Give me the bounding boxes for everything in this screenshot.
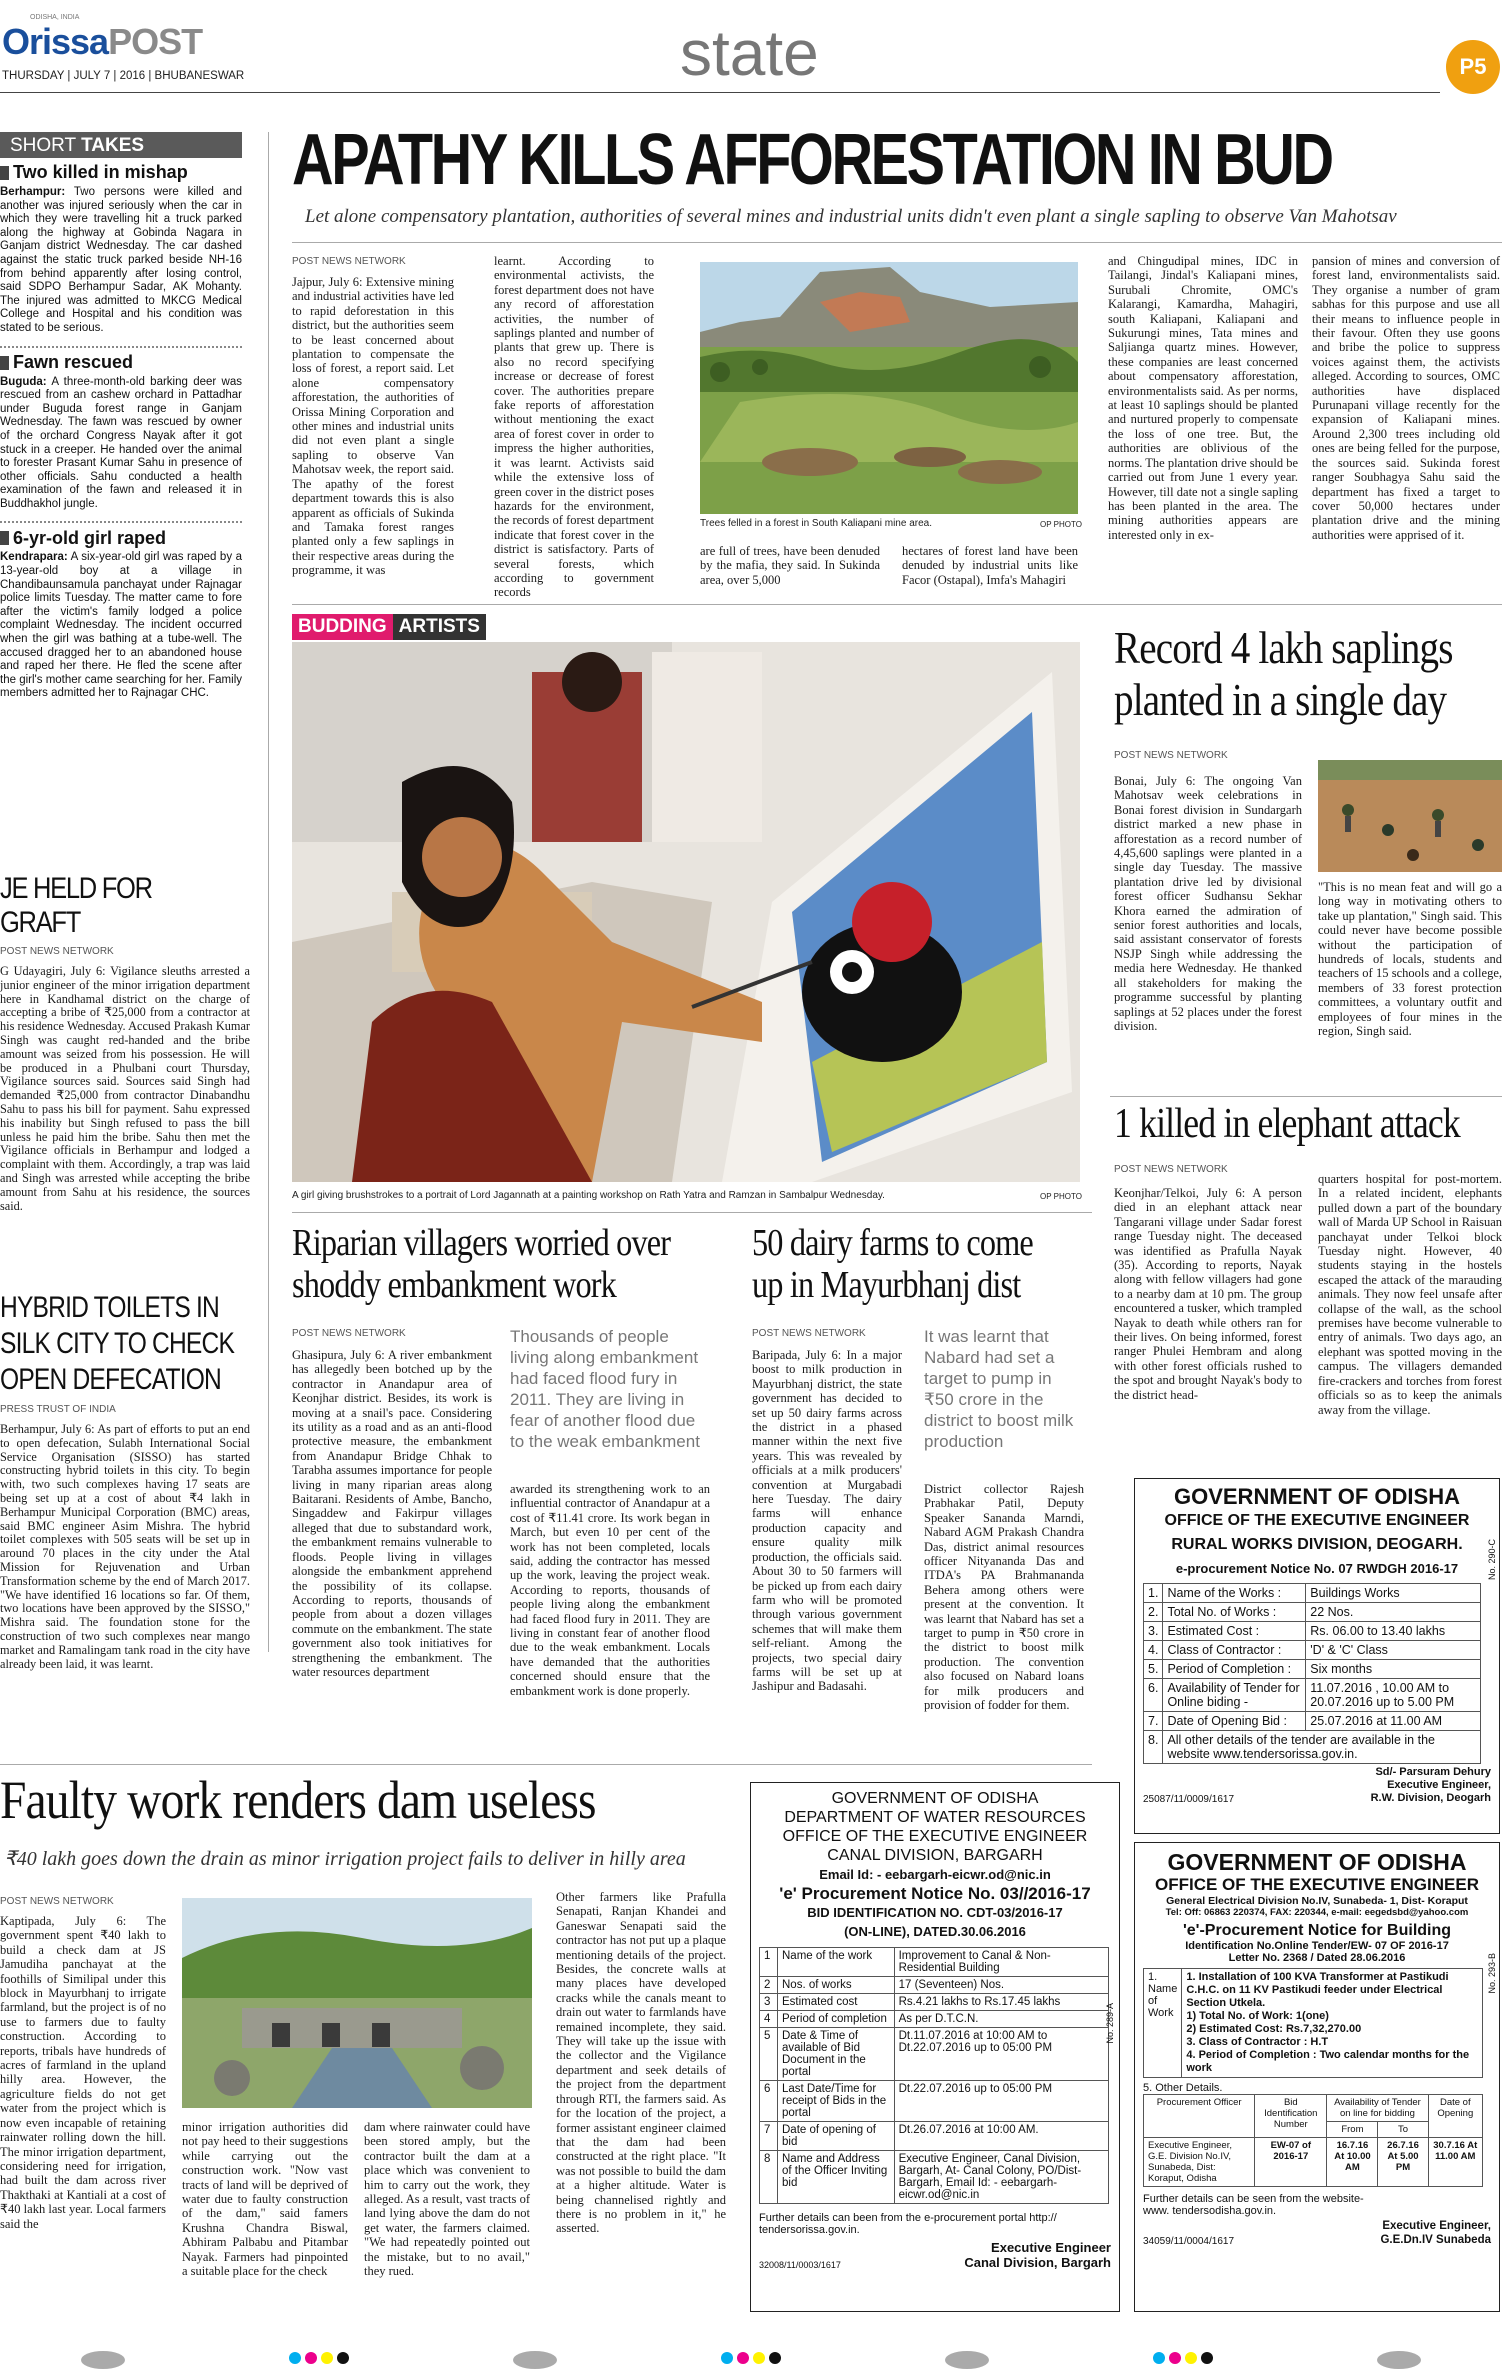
je-graft-story (0, 872, 250, 1213)
ad-elec-cell-from: 16.7.16 At 10.00 AM (1327, 2138, 1378, 2187)
masthead (0, 0, 1502, 120)
ad-rural-table-cell: 11.07.2016 , 10.00 AM to 20.07.2016 up to 5.00 PM (1306, 1679, 1481, 1712)
ad-elec-table (1143, 2094, 1483, 2187)
budding-label: BUDDING (292, 614, 393, 640)
ad-water-table-cell: Dt.22.07.2016 up to 05:00 PM (894, 2081, 1108, 2122)
byline: POST NEWS NETWORK (292, 1328, 406, 1339)
ad-elec-cell-officer: Executive Engineer, G.E. Division No.IV, Sunabeda, Dist: Koraput, Odisha (1144, 2138, 1255, 2187)
dam-deck: ₹40 lakh goes down the drain as minor irrigation project fails to deliver in hilly area (4, 1848, 686, 1870)
riparian-headline-line-1: Riparian villagers worried over (292, 1222, 671, 1264)
ad-water-table-cell: Dt.26.07.2016 at 10:00 AM. (894, 2122, 1108, 2151)
dairy-pull-quote: It was learnt that Nabard had set a target to pump in ₹50 crore in the district to boost milk production (924, 1327, 1074, 1451)
byline: POST NEWS NETWORK (1114, 1164, 1228, 1175)
saplings-body-2: "This is no mean feat and will go a long way in motivating others to take up plantation," Singh said. This could never have become possible without the participation of hundreds of locals, students and teachers of 15 schools and a college, members of 33 forest protection committees, a voluntary outfit and employees of four mines in the region, Singh said. (1318, 880, 1502, 1039)
ad-water-table-cell: 7 (760, 2122, 778, 2151)
short-take-dateline: Berhampur: (0, 186, 66, 198)
mine-photo-credit: OP PHOTO (1040, 520, 1082, 529)
ad-rural-sign-2: Executive Engineer, (1387, 1779, 1491, 1791)
logo-post: POST (108, 21, 203, 62)
elephant-body-2: quarters hospital for post-mortem. In a related incident, elephants pulled down a part of the boundary wall of Marda UP School in Raisuan panchayat under Telkoi block Tuesday night. However, 40 students staying in the hostels escaped the attack of the marauding animals. They now feel unsafe after collapse of the wall, as the school premises have become vulnerable to entry of animals. Two days ago, an elephant was spotted moving in the campus. The villagers demanded fire-crackers and torches from forest officials so as to keep the animals away from the village. (1318, 1172, 1502, 1417)
ad-rural-sign-1: Sd/- Parsuram Dehury (1375, 1766, 1491, 1778)
ad-water-email: Email Id: - eebargarh-eicwr.od@nic.in (819, 1867, 1051, 1882)
toilets-headline-line-2: SILK CITY TO CHECK (0, 1327, 235, 1360)
ad-rural-table-cell: Period of Completion : (1163, 1660, 1306, 1679)
ad-water-table-row (760, 1948, 1109, 1977)
ad-water-table-cell: Dt.11.07.2016 at 10:00 AM to Dt.22.07.2016 up to 05:00 PM (894, 2028, 1108, 2081)
ad-water-table-cell: 5 (760, 2028, 778, 2081)
short-takes-header (0, 132, 242, 158)
logo-orissa: Orissa (2, 21, 109, 62)
ad-water-table-cell: 2 (760, 1977, 778, 1994)
short-take-item (0, 162, 242, 348)
ad-water-table-row (760, 2081, 1109, 2122)
lead-col-1 (292, 252, 454, 578)
ad-water-line-1: GOVERNMENT OF ODISHA (831, 1790, 1039, 1807)
ad-elec-work-item: 1. Installation of 100 KVA Transformer at Pastikudi C.H.C. on 11 KV Pastikudi feeder under Electrical Section Utkela. (1186, 1971, 1449, 2009)
saplings-body-1: Bonai, July 6: The ongoing Van Mahotsav week celebrations in Bonai forest division in Sundargarh district marked a new phase in afforestation as a record number of 4,45,600 saplings were planted in a single day Tuesday. The massive plantation drive led by divisional forest officer Sudhansu Sekhar Khora earned the admiration of senior forest authorities and locals, said assistant conservator of forests NSJP Singh while addressing the media here Wednesday. He thanked all stakeholders for making the programme successful by planting saplings at 52 places under the forest division. (1114, 774, 1302, 1033)
left-column-divider (268, 132, 269, 1652)
ad-elec-line-1: GOVERNMENT OF ODISHA (1167, 1849, 1467, 1875)
ad-water-table-cell: 6 (760, 2081, 778, 2122)
ad-water-table-row (760, 2122, 1109, 2151)
ad-water-line-2: DEPARTMENT OF WATER RESOURCES (784, 1809, 1086, 1826)
byline: POST NEWS NETWORK (0, 946, 114, 957)
registration-oval (81, 2351, 125, 2369)
ad-elec-work-item: 3. Class of Contractor : H.T (1186, 2036, 1329, 2048)
ad-water-table-cell: Last Date/Time for receipt of Bids in the portal (778, 2081, 895, 2122)
ad-rural-works (1134, 1478, 1500, 1834)
ad-elec-letter: Letter No. 2368 / Dated 28.06.2016 (1228, 1952, 1406, 1964)
ad-water-sign-1: Executive Engineer (991, 2240, 1111, 2255)
ad-rural-table-row (1144, 1641, 1481, 1660)
masthead-logo (2, 21, 203, 62)
riparian-headline-line-2: shoddy embankment work (292, 1264, 616, 1306)
ad-elec-work-label: 1. Name of Work (1144, 1969, 1182, 2077)
toilets-headline (0, 1290, 246, 1398)
check-dam-photo (182, 1898, 532, 2108)
ad-elec-ident: Identification No.Online Tender/EW- 07 OF 2016-17 (1185, 1940, 1449, 1952)
ad-water-table-cell: Rs.4.21 lakhs to Rs.17.45 lakhs (894, 1994, 1108, 2011)
ad-rural-table (1143, 1583, 1481, 1764)
mid-rule (292, 1212, 1092, 1213)
logo-superscript: ODISHA, INDIA (30, 14, 80, 21)
toilets-headline-line-1: HYBRID TOILETS IN (0, 1291, 219, 1324)
ad-rural-table-row (1144, 1584, 1481, 1603)
ad-rural-table-row (1144, 1660, 1481, 1679)
ad-electrical (1134, 1842, 1500, 2312)
dairy-body-1: Baripada, July 6: In a major boost to milk production in Mayurbhanj district, the state government has decided to set up 50 dairy farms across the district in a phased manner within the next five years. This was revealed by officials at a milk producers' convention at Murgabadi here Tuesday. The dairy farms will enhance production capacity and ensure quality milk production, the officials said. About 30 to 50 farmers will be picked up from each dairy farm who will be promoted through various government schemes that will make them self-reliant. Among the projects, two special dairy farms will be set up at Jashipur and Badasahi. (752, 1348, 902, 1694)
saplings-headline (1114, 622, 1502, 726)
byline: PRESS TRUST OF INDIA (0, 1404, 116, 1415)
short-takes-label-a: SHORT (10, 135, 76, 156)
byline: POST NEWS NETWORK (292, 256, 406, 267)
je-graft-body: G Udayagiri, July 6: Vigilance sleuths arrested a junior engineer of the minor irrigation department here in Kandhamal district on the charge of accepting a bribe of ₹25,000 from a contractor at his residence Wednesday. Accused Prakash Kumar Singh was caught red-handed and the bribe amount was seized from his possession. He will be produced in a Phulbani court Thursday, Vigilance sources said. Sources said Singh had demanded ₹25,000 from contractor Dinabandhu Sahu to pass his bill for payment. Sahu expressed his inability but Singh refused to pass the bill unless he paid him the bribe. Sahu then met the Vigilance officials in Berhampur and lodged a complaint with them. Accordingly, a trap was laid and Singh was arrested while accepting the bribe amount from Sahu at his residence, the sources said. (0, 964, 250, 1213)
color-dots (1151, 2351, 1215, 2369)
riparian-body-2: awarded its strengthening work to an influential contractor of Anandapur at a cost of ₹11.41 crore. Its work began in March, but even 10 per cent of the work has not been completed, locals said, adding the contractor has messed up the work, leaving the project weak. According to reports, thousands of people living along the embankment had faced flood fury in 2011. They are living in constant fear of another flood due to the weak embankment. Locals have demanded that the authorities concerned should ensure that the embankment work is done properly. (510, 1482, 710, 1698)
ad-rural-table-row (1144, 1603, 1481, 1622)
ad-rural-table-cell: Six months (1306, 1660, 1481, 1679)
dam-headline: Faulty work renders dam useless (0, 1770, 596, 1830)
saplings-headline-line-1: Record 4 lakh saplings (1114, 622, 1453, 673)
byline: POST NEWS NETWORK (752, 1328, 866, 1339)
lead-body-3: are full of trees, have been denuded by the mafia, they said. In Sukinda area, over 5,000 (700, 544, 880, 587)
short-take-title: Two killed in mishap (13, 162, 188, 183)
ad-water-sign-2: Canal Division, Bargarh (964, 2255, 1111, 2270)
ad-rural-table-row (1144, 1679, 1481, 1712)
elephant-headline: 1 killed in elephant attack (1114, 1101, 1460, 1147)
ad-elec-line-2: OFFICE OF THE EXECUTIVE ENGINEER (1155, 1875, 1479, 1894)
dateline: THURSDAY | JULY 7 | 2016 | BHUBANESWAR (2, 70, 245, 82)
ad-water-table-cell: Estimated cost (778, 1994, 895, 2011)
short-take-item (0, 527, 242, 711)
riparian-pull-quote: Thousands of people living along embankment had faced flood fury in 2011. They are living in fear of another flood due to the weak embankment (510, 1327, 700, 1451)
dam-body-2: minor irrigation authorities did not pay heed to their suggestions while carrying out the construction work. "Now vast tracts of land will be deprived of water due to faulty construction of the dam," said famers Krushna Chandra Biswal, Abhiram Palbabu and Pitambar Nayak. Farmers had pinpointed a suitable place for the check (182, 2120, 348, 2279)
short-takes-column (0, 132, 242, 715)
ad-water-bid: BID IDENTIFICATION NO. CDT-03/2016-17 (807, 1905, 1063, 1920)
plantation-photo-art (1318, 760, 1502, 872)
ad-elec-line-3: General Electrical Division No.IV, Sunabeda- 1, Dist- Koraput (1166, 1895, 1468, 1907)
print-registration-marks (0, 2348, 1502, 2372)
ad-water-table-cell: Executive Engineer, Canal Division, Bargarh, At- Canal Colony, PO/Dist- Bargarh, Email Id: - eebargarh-eicwr.od@nic.in (894, 2151, 1108, 2204)
toilets-body: Berhampur, July 6: As part of efforts to put an end to open defecation, Sulabh International Social Service Organisation (SISSO) has started constructing hybrid toilets in this city. To begin with, two such complexes having 17 seats are being set up at a cost of about ₹4 lakh in Berhampur Municipal Corporation (BMC) areas, said BMC engineer Asim Mishra. The hybrid toilet complexes with 505 seats will be set up in around 70 places in the city under the Atal Mission for Rejuvenation and Urban Transformation scheme by the end of March 2017. "We have identified 16 locations so far. Of them, two locations have been approved by the SISSO," Mishra said. The foundation stone for the construction of two such complexes near mango market and Ramalingam tank road in the city have already been laid, it was learnt. (0, 1422, 250, 1671)
dam-body-1: Kaptipada, July 6: The government spent ₹40 lakh to build a check dam at JS Jamudiha panchayat at the foothills of Similipal under this block in Mayurbhanj to irrigate farmland, but the project is of no use to farmers due to faulty construction. According to reports, tribals have hundreds of acres of farmland in the upland hilly area. However, the agriculture fields do not get water from the project which is now even incapable of retaining rainwater rolling down the hill. The minor irrigation department, considering need for irrigation, had built the dam across river Thakthaki at Kantiali at a cost of ₹40 lakh last year. Local farmers said the (0, 1914, 166, 2231)
ad-water-footer: Further details can been from the e-procurement portal http:// tendersorissa.gov.in. (759, 2212, 1057, 2236)
lead-deck: Let alone compensatory plantation, authorities of several mines and industrial units didn't even plant a single sapling to observe Van Mahotsav (305, 206, 1397, 227)
ad-rural-table-cell: Name of the Works : (1163, 1584, 1306, 1603)
ad-elec-other: 5. Other Details. (1143, 2082, 1223, 2094)
short-take-dateline: Buguda: (0, 375, 47, 388)
lead-bottom-rule (292, 604, 1502, 605)
ad-rural-table-cell: 1. (1144, 1584, 1163, 1603)
ad-elec-work-list (1182, 1969, 1482, 2077)
ad-rural-table-cell: 7. (1144, 1712, 1163, 1731)
dam-body-3: dam where rainwater could have been stored amply, but the contractor built the dam at a place which was convenient to him to carry out the work, they alleged. As a result, vast tracts of land lying above the dam do not get water, the farmers claimed. "We had repeatedly pointed out the mistake, but to no avail," they rued. (364, 2120, 530, 2279)
byline: POST NEWS NETWORK (1114, 750, 1228, 761)
ad-water-table-cell: Date & Time of available of Bid Document in the portal (778, 2028, 895, 2081)
ad-water-table-cell: Name and Address of the Officer Inviting bid (778, 2151, 895, 2204)
lead-headline: APATHY KILLS AFFORESTATION IN BUD (292, 120, 1332, 200)
ad-elec-sign-1: Executive Engineer, (1382, 2220, 1491, 2232)
ad-water-table-cell: Improvement to Canal & Non-Residential Building (894, 1948, 1108, 1977)
dairy-body-2: District collector Rajesh Prabhakar Patil, Deputy Speaker Sananda Marndi, Nabard AGM Prakash Chandra Das, district animal resources officer Nityananda Das and ITDA's PA Brahmananda Behera among others were present at the convention. It was learnt that Nabard has set a target to pump in ₹50 crore in the district to boost milk production. The convention also focused on Nabard loans for milk producers and provision of fodder for them. (924, 1482, 1084, 1713)
page-number-badge: P5 (1446, 40, 1500, 94)
dam-body-4: Other farmers like Prafulla Senapati, Ranjan Khandei and Ganeswar Senapati said the contractor has not put up a plaque mentioning details of the project. Besides, the concrete walls at many places have developed cracks while the canals meant to drain out water to farmlands have remained incomplete, they said. They will take up the issue with the collector and the Vigilance department and seek details of the project from the department through RTI, the farmers said. As for the location of the project, a former assistant engineer claimed that the dam had been constructed at the right place. "It was not possible to build the dam at a higher altitude. Water is being channelised rightly and there is no problem in it," he asserted. (556, 1890, 726, 2236)
ad-water-table-cell: 4 (760, 2011, 778, 2028)
ad-rural-table-cell: Date of Opening Bid : (1163, 1712, 1306, 1731)
ad-rural-table-cell: All other details of the tender are available in the website www.tendersorissa.gov.in. (1163, 1731, 1481, 1764)
ad-water-resources (750, 1782, 1120, 2312)
masthead-divider (0, 92, 1440, 93)
short-take-text: Two persons were killed and another was injured seriously when the car in which they were travelling hit a truck parked along the highway at Gobinda Nagara in Ganjam district Wednesday. The car dashed against the static truck parked beside NH-16 from behind apparently after losing control, said SDPO Berhampur Sadar, AK Mohanty. The injured was admitted to MKCG Medical College and Hospital and his condition was stated to be serious. (0, 186, 242, 334)
ad-rural-table-cell: 'D' & 'C' Class (1306, 1641, 1481, 1660)
ad-water-table-cell: 8 (760, 2151, 778, 2204)
ad-water-table-cell: 17 (Seventeen) Nos. (894, 1977, 1108, 1994)
saplings-headline-line-2: planted in a single day (1114, 674, 1447, 725)
ad-rural-table-cell: 3. (1144, 1622, 1163, 1641)
registration-oval (1377, 2351, 1421, 2369)
budding-photo-credit: OP PHOTO (1040, 1192, 1082, 1201)
dam-top-rule (0, 1764, 1092, 1765)
ad-elec-sign-2: G.E.Dn.IV Sunabeda (1380, 2234, 1491, 2246)
registration-oval (513, 2351, 557, 2369)
color-dots (719, 2351, 783, 2369)
ad-elec-side-number: No. 293-B (1487, 1953, 1497, 1994)
ad-elec-notice: 'e'-Procurement Notice for Building (1182, 1922, 1452, 1939)
mine-area-photo-art (700, 262, 1078, 514)
ad-water-table-row (760, 1994, 1109, 2011)
riparian-body-1: Ghasipura, July 6: A river embankment has allegedly been botched up by the contractor in Anandapur area of Keonjhar district. Besides, its work is moving at a snail's pace. Considering its utility as a road and as an anti-flood protective measure, the embankment from Anandapur Bridge Chhak to Tarabha assumes importance for people living in many riparian areas along Baitarani. Residents of Ambe, Bancho, Singaddew and Fakirpur villages alleged that due to substandard work, the embankment remains vulnerable to floods. People living in villages alongside the embankment apprehend the possibility of its collapse. According to reports, thousands of people from about a dozen villages commute on the embankment. The state government also took initiatives for strengthening the embankment. The water resources department (292, 1348, 492, 1679)
ad-rural-table-cell: Rs. 06.00 to 13.40 lakhs (1306, 1622, 1481, 1641)
ad-water-table-cell: 1 (760, 1948, 778, 1977)
lead-body-5: and Chingudipal mines, IDC in Tailangi, Jindal's Kaliapani mines, Surubali Chromite, OMC's Kalarangi, Kamardha, Mahagiri, south Kaliapani, Kaliapani and Sukurungi mines, Tata mines and Saljianga quartz mines. However, these companies are least concerned about compensatory afforestation, environmentalists said. As per norms, at least 10 saplings should be planted and nurtured properly to compensate the loss of one tree. But, the authorities are oblivious of the norms. The plantation drive should be carried out from June 1 every year. However, till date not a single sapling has been planted in the area. The mining authorities appears are interested only in ex- (1108, 254, 1299, 542)
ad-elec-cell-opening: 30.7.16 At 11.00 AM (1428, 2138, 1482, 2187)
ad-rural-line-3: RURAL WORKS DIVISION, DEOGARH. (1171, 1536, 1463, 1553)
lead-body-2: learnt. According to environmental activists, the forest department does not have any record of afforestation activities, the number of saplings planted and number of plants that grew up. There is also no record specifying increase or decrease of forest cover. The authorities prepare fake reports of afforestation without mentioning the exact area of forest cover in order to impress the higher authorities, it was learnt. Activists said while the extensive loss of green cover in the district poses hazards for the environment, the records of forest department indicate that forest cover in the district is satisfactory. Parts of several forests, which according to government records (494, 254, 654, 600)
dairy-headline-line-2: up in Mayurbhanj dist (752, 1264, 1021, 1306)
artists-label: ARTISTS (393, 614, 486, 640)
ad-elec-head-bid: Bid Identification Number (1255, 2095, 1327, 2138)
ad-rural-table-cell: Availability of Tender for Online biding - (1163, 1679, 1306, 1712)
elephant-body-1: Keonjhar/Telkoi, July 6: A person died in an elephant attack near Tangarani village under Sadar forest range Tuesday night. The deceased was identified as Prafulla Nayak (35). According to reports, Nayak along with fellow villagers had gone to a nearby dam at 10 pm. The group encountered a tusker, which trampled Nayak to death while others ran for their lives. On being informed, forest ranger Phulei Hembram and along with other forest officials rushed to the spot and brought Nayak's body to the district head- (1114, 1186, 1302, 1402)
ad-rural-table-row (1144, 1712, 1481, 1731)
ad-rural-table-cell: 4. (1144, 1641, 1163, 1660)
ad-elec-cell-to: 26.7.16 At 5.00 PM (1378, 2138, 1428, 2187)
short-take-item (0, 351, 242, 524)
budding-photo-caption: A girl giving brushstrokes to a portrait of Lord Jagannath at a painting workshop on Rath Yatra and Ramzan in Sambalpur Wednesday. (292, 1190, 885, 1201)
ad-elec-work-item: 2) Estimated Cost: Rs.7,32,270.00 (1186, 2023, 1362, 2035)
section-title: state (680, 17, 819, 89)
ad-rural-table-row (1144, 1622, 1481, 1641)
ad-rural-sign-3: R.W. Division, Deogarh (1370, 1792, 1491, 1804)
color-dots (287, 2351, 351, 2369)
ad-water-notice: 'e' Procurement Notice No. 03//2016-17 (779, 1884, 1091, 1903)
ad-elec-head-officer: Procurement Officer (1144, 2095, 1255, 2138)
ad-water-online: (ON-LINE), DATED.30.06.2016 (844, 1924, 1026, 1939)
budding-artists-tag (292, 614, 486, 640)
ad-rural-table-cell: Buildings Works (1306, 1584, 1481, 1603)
lead-body-6: pansion of mines and conversion of forest land, environmentalists said. They organise a number of gram sabhas for this purpose and use all their means to influence people in their favour. Often they use goons and bribe the police to suppress voices against them, the activists alleged. According to sources, OMC authorities have displaced Purunapani village recently for the expansion of Kaliapani mines. Around 2,300 trees including old ones are being felled for the purpose, the sources said. Sukinda forest ranger Soubhagya Sahu said the department has fixed a target to cover 50,000 hectares under plantation drive and the mining authorities were apprised of it. (1312, 254, 1500, 542)
ad-water-table-cell: Name of the work (778, 1948, 895, 1977)
lead-deck-rule (292, 242, 1502, 243)
ad-elec-work-item: 4. Period of Completion : Two calendar months for the work (1186, 2049, 1470, 2074)
short-take-text: A three-month-old barking deer was rescued from an cashew orchard in Pattadhar under Buguda forest range in Ganjam Wednesday. The fawn was rescued by owner of the orchard Congress Nayak after it got stuck in a creeper. He handed over the animal to forester Prasant Kumar Sahu in presence of other officials. Sahu conducted a health examination of the fawn and released it in Buddhakhol jungle. (0, 375, 242, 510)
ad-rural-table-row (1144, 1731, 1481, 1764)
hybrid-toilets-story (0, 1290, 250, 1671)
byline: POST NEWS NETWORK (0, 1896, 114, 1907)
short-take-dateline: Kendrapara: (0, 551, 68, 564)
short-take-text: A six-year-old girl was raped by a 13-year-old boy at a village in Chandibaunsamula panchayat under Rajnagar police limits Tuesday. The matter came to fore after the victim's family lodged a police complaint Wednesday. The incident occurred when the girl was bathing at a tube-well. The accused dragged her to an abandoned house and raped her there. He fled the scene after the girl's mother came searching for her. Family members admitted her to Rajnagar CHC. (0, 551, 242, 700)
ad-water-table-row (760, 2011, 1109, 2028)
ad-rural-notice: e-procurement Notice No. 07 RWDGH 2016-17 (1175, 1561, 1459, 1576)
ad-rural-side-number: No. 290-C (1487, 1539, 1497, 1581)
ad-water-table-cell: Period of completion (778, 2011, 895, 2028)
ad-elec-head-from: From (1327, 2122, 1378, 2138)
ad-water-ref: 32008/11/0003/1617 (759, 2260, 841, 2270)
ad-rural-table-cell: Class of Contractor : (1163, 1641, 1306, 1660)
ad-elec-cell-bid: EW-07 of 2016-17 (1255, 2138, 1327, 2187)
ad-rural-table-cell: Estimated Cost : (1163, 1622, 1306, 1641)
ad-water-line-3: OFFICE OF THE EXECUTIVE ENGINEER (782, 1828, 1088, 1845)
ad-elec-head-availability: Availability of Tender on line for bidding (1327, 2095, 1428, 2122)
registration-oval (945, 2351, 989, 2369)
lead-body-1: Jajpur, July 6: Extensive mining and industrial activities have led to rapid deforestation in this district, but the authorities seem to be least concerned about plantation to compensate the loss of forest, a report said. Let alone compensatory afforestation, the authorities of Orissa Mining Corporation and other mines and industrial units did not even plant a single sapling to observe Van Mahotsav week, the report said. The apathy of the forest department towards this is also apparent as officials of Sukinda and Tamaka forest ranges planted only a few saplings in their respective areas during the programme, it was (292, 275, 454, 578)
ad-rural-line-2: OFFICE OF THE EXECUTIVE ENGINEER (1164, 1512, 1470, 1529)
mine-photo-caption: Trees felled in a forest in South Kaliapani mine area. (700, 518, 932, 529)
riparian-headline (292, 1222, 717, 1306)
lead-body-4: hectares of forest land have been denuded by industrial units like Facor (Ostapal), Imfa's Mahagiri (902, 544, 1078, 587)
ad-elec-footer: Further details can be seen from the website- www. tendersodisha.gov.in. (1143, 2193, 1364, 2217)
ad-rural-line-1: GOVERNMENT OF ODISHA (1173, 1484, 1460, 1509)
ad-rural-ref: 25087/11/0009/1617 (1143, 1794, 1235, 1805)
ad-rural-table-cell: Total No. of Works : (1163, 1603, 1306, 1622)
ad-water-line-4: CANAL DIVISION, BARGARH (827, 1847, 1043, 1864)
je-graft-headline: JE HELD FOR GRAFT (0, 872, 152, 939)
budding-artists-photo-art (292, 642, 1080, 1182)
ad-rural-table-cell: 2. (1144, 1603, 1163, 1622)
ad-elec-line-4: Tel: Off: 06863 220374, FAX: 220344, e-mail: eegedsbd@yahoo.com (1165, 1907, 1469, 1918)
ad-water-table (759, 1947, 1109, 2204)
short-take-title: 6-yr-old girl raped (13, 527, 167, 548)
ad-rural-table-cell: 25.07.2016 at 11.00 AM (1306, 1712, 1481, 1731)
plantation-photo (1318, 760, 1502, 872)
ad-rural-table-cell: 5. (1144, 1660, 1163, 1679)
dairy-headline (752, 1222, 1126, 1306)
mine-area-photo (700, 262, 1078, 514)
ad-rural-table-cell: 8. (1144, 1731, 1163, 1764)
ad-elec-head-opening: Date of Opening (1428, 2095, 1482, 2138)
ad-elec-ref: 34059/11/0004/1617 (1143, 2236, 1235, 2247)
check-dam-photo-art (182, 1898, 532, 2108)
short-takes-label-b: TAKES (81, 135, 145, 156)
budding-artists-photo (292, 642, 1080, 1182)
ad-rural-table-cell: 6. (1144, 1679, 1163, 1712)
ad-water-side-number: No. 289-A (1105, 2003, 1115, 2044)
ad-water-table-row (760, 2028, 1109, 2081)
saplings-bottom-rule (1110, 1096, 1502, 1097)
ad-water-table-cell: 3 (760, 1994, 778, 2011)
ad-water-table-cell: Nos. of works (778, 1977, 895, 1994)
ad-rural-table-cell: 22 Nos. (1306, 1603, 1481, 1622)
ad-water-table-cell: Date of opening of bid (778, 2122, 895, 2151)
toilets-headline-line-3: OPEN DEFECATION (0, 1363, 221, 1396)
ad-elec-head-to: To (1378, 2122, 1428, 2138)
short-take-title: Fawn rescued (13, 351, 134, 372)
ad-elec-work-item: 1) Total No. of Work: 1(one) (1186, 2010, 1329, 2022)
ad-water-table-cell: As per D.T.C.N. (894, 2011, 1108, 2028)
ad-water-table-row (760, 1977, 1109, 1994)
dairy-headline-line-1: 50 dairy farms to come (752, 1222, 1033, 1264)
ad-water-table-row (760, 2151, 1109, 2204)
